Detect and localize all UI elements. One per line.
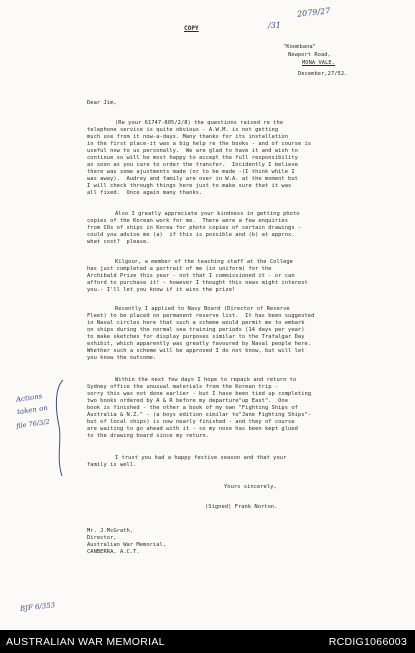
text-line: in the first place-it was a big help re the books - and of course is xyxy=(87,141,312,147)
text-line: family is well. xyxy=(87,462,137,468)
text-line: Sydney office the unusual materials from the Korean trip - xyxy=(87,384,279,390)
handwritten-file-number: 2079/27 xyxy=(296,6,331,19)
text-line: MONA VALE. xyxy=(302,60,335,66)
text-line: copies of the Korean work for me. There were a few enquiries xyxy=(87,218,289,224)
text-line: Newport Road, xyxy=(288,52,331,58)
handwritten-bottom-reference: BJF 6/353 xyxy=(19,601,56,613)
text-line: Mr. J.McGrath, xyxy=(87,528,134,534)
footer-record-id: RCDIG1066003 xyxy=(328,636,407,648)
handwritten-folio-number: /31 xyxy=(268,21,281,30)
text-line: Whether such a scheme will be approved I do not know, but will let xyxy=(87,348,305,354)
text-line: what cost? please. xyxy=(87,239,150,245)
text-line: Australia & N.Z." - (a boys edition similar to"Jane Fighting Ships"- xyxy=(87,412,312,418)
text-line: afford to purchase it! - however I thought this news might interest xyxy=(87,280,308,286)
text-line: useful now to us personally. We are glad to have it and wish to xyxy=(87,148,298,154)
text-line: exhibit, which apparently was greatly favoured by Naval people here. xyxy=(87,341,312,347)
text-line: all fixed. Once again many thanks. xyxy=(87,190,203,196)
text-line: December,27/52. xyxy=(298,71,348,77)
text-line: CANBERRA, A.C.T. xyxy=(87,549,140,555)
margin-bracket-icon xyxy=(52,378,66,478)
document-page: 2079/27 /31 COPY "Koombana" Newport Road, MONA VALE. December,27/52. Dear Jim, (Re your 61747-805/2/8) the questions raised re the telephone service is quite obvious - A.W.M. is not getting much use from it now-a-days. Many thanks for its installation in the first place-it was a big help re the books - and of course is useful now to us personally. We are glad to have it and wish to continue so will be most happy to accept the full responsibility as soon as you care to order the transfer. Incidently I believe there was some ajustments made (or to be made -(I think while I was away). Audrey and family are over in W.A. at the moment but I will check through things here just to make sure that it was all fixed. Once again many thanks. Also I greatly appreciate your kindness in getting photo copies of the Korean work for me. There were a few enquiries from COs of ships in Korea for photo copies of certain drawings - could you advise me (a) if this is possible and (b) at approx. what cost? please. Kilgour, a member of the teaching staff at the College has just completed a portrait of me (in uniform) for the Archibald Prize this year - not that I commissioned it - or can afford to purchase it! - however I thought this news might interest you.- I'll let you know if it wins the prize! Recently I applied to Navy Board (Director of Reserve Fleet) to be placed on permanent reserve list. It has been suggested in Naval circles here that such a scheme would permit me to embark on ships during the normal sea training periods (14 days per year) to make sketches for display purposes similar to the Trafalgar Day exhibit, which apparently was greatly favoured by Naval people here. Whether such a scheme will be approved I do not know, but will let you know the outcome. Within the next few days I hope to repack and return to Sydney office the unusual materials from the Korean trip - sorry this was not done earlier - but I have been tied up completing two books ordered by A & R before my departure"up East". One book is finished - the other a book of my own "Fighting Ships of Australia & N.Z." - (a boys edition similar to"Jane Fighting Ships"- but of local ships) is now nearly finished - and they of course are waiting to go ahead with it - so my nose has been kept glued to the drawing board since my return. I trust you had a happy festive season and that your family is well. Yours sincerely, (Signed) Frank Norton. Mr. J.McGrath, Director, Australian War Memorial, CANBERRA, A.C.T. Actions taken on file 76/3/2 BJF 6/353 xyxy=(0,0,415,630)
text-line: much use from it now-a-days. Many thanks for its installation xyxy=(87,134,289,140)
text-line: Within the next few days I hope to repack and return to xyxy=(115,377,297,383)
text-line: could you advise me (a) if this is possible and (b) at approx. xyxy=(87,232,295,238)
text-line: I trust you had a happy festive season and that your xyxy=(115,455,287,461)
text-line: Archibald Prize this year - not that I commissioned it - or can xyxy=(87,273,295,279)
text-line: has just completed a portrait of me (in uniform) for the xyxy=(87,266,272,272)
text-line: sorry this was not done earlier - but I have been tied up completing xyxy=(87,391,312,397)
signature: (Signed) Frank Norton. xyxy=(205,504,278,510)
text-line: book is finished - the other a book of my own "Fighting Ships of xyxy=(87,405,298,411)
text-line: from COs of ships in Korea for photo copies of certain drawings - xyxy=(87,225,302,231)
text-line: Australian War Memorial, xyxy=(87,542,167,548)
text-line: to the drawing board since my return. xyxy=(87,433,209,439)
text-line: there was some ajustments made (or to be made -(I think while I xyxy=(87,169,295,175)
text-line: two books ordered by A & R before my departure"up East". One xyxy=(87,398,289,404)
text-line: Director, xyxy=(87,535,117,541)
text-line: Also I greatly appreciate your kindness in getting photo xyxy=(115,211,300,217)
text-line: continue so will be most happy to accept the full responsibility xyxy=(87,155,298,161)
text-line: Recently I applied to Navy Board (Director of Reserve xyxy=(115,306,290,312)
closing: Yours sincerely, xyxy=(224,484,277,490)
archive-footer-bar xyxy=(0,630,415,653)
text-line: as soon as you care to order the transfer. Incidently I believe xyxy=(87,162,298,168)
text-line: but of local ships) is now nearly finished - and they of course xyxy=(87,419,295,425)
text-line: was away). Audrey and family are over in W.A. at the moment but xyxy=(87,176,298,182)
text-line: you.- I'll let you know if it wins the prize! xyxy=(87,287,236,293)
footer-institution: AUSTRALIAN WAR MEMORIAL xyxy=(6,636,165,648)
text-line: in Naval circles here that such a scheme would permit me to embark xyxy=(87,320,305,326)
text-line: telephone service is quite obvious - A.W.M. is not getting xyxy=(87,127,279,133)
text-line: (Re your 61747-805/2/8) the questions raised re the xyxy=(115,120,284,126)
text-line: are waiting to go ahead with it - so my nose has been kept glued xyxy=(87,426,298,432)
text-line: I will check through things here just to make sure that it was xyxy=(87,183,292,189)
text-line: Kilgour, a member of the teaching staff at the College xyxy=(115,259,293,265)
text-line: to make sketches for display purposes similar to the Trafalgar Day xyxy=(87,334,305,340)
copy-heading: COPY xyxy=(184,25,199,32)
salutation: Dear Jim, xyxy=(87,100,117,106)
text-line: Fleet) to be placed on permanent reserve list. It has been suggested xyxy=(87,313,315,319)
text-line: on ships during the normal sea training periods (14 days per year) xyxy=(87,327,305,333)
text-line: "Koombana" xyxy=(283,44,316,50)
text-line: you know the outcome. xyxy=(87,355,157,361)
